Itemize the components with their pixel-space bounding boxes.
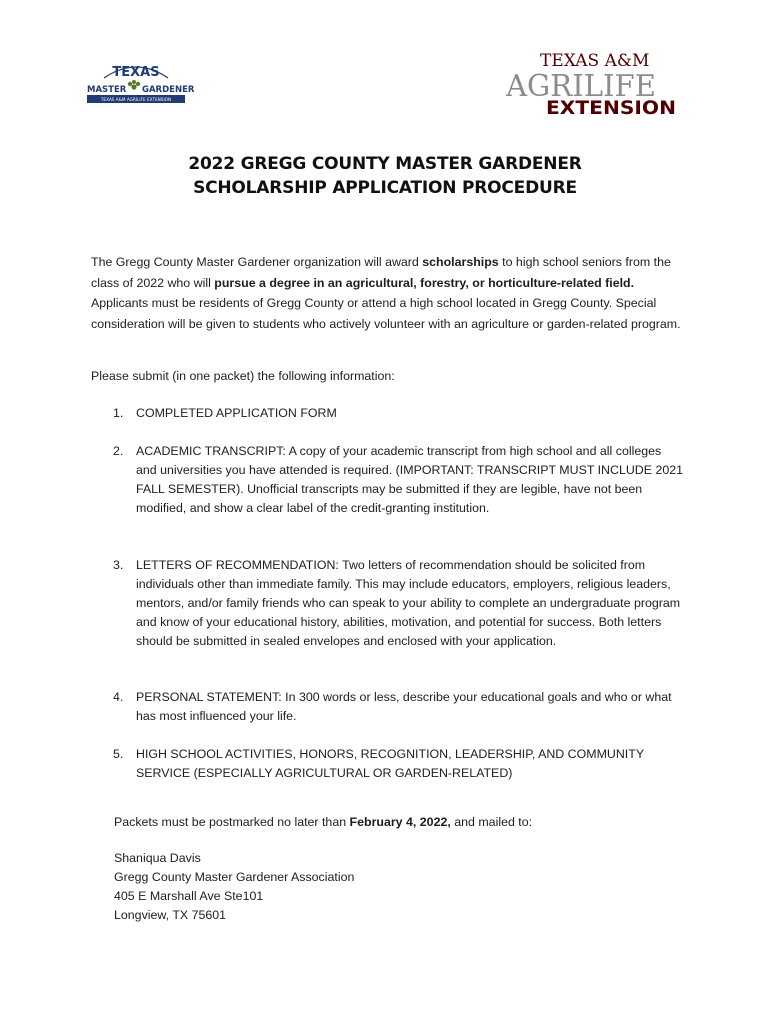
page-title-line1: 2022 GREGG COUNTY MASTER GARDENER [188,154,582,174]
degree-requirement-bold: pursue a degree in an agricultural, forestry, or horticulture-related field. [214,275,635,290]
logo-left-subtitle: TEXAS A&M AGRILIFE EXTENSION [100,97,172,102]
submit-instructions: Please submit (in one packet) the following information: [91,369,395,383]
address-org: Gregg County Master Gardener Association [114,870,355,884]
list-item: 1. COMPLETED APPLICATION FORM [113,406,337,420]
logo-right-extension: EXTENSION [546,97,676,119]
deadline-date: February 4, 2022, [349,815,451,829]
list-item: 5. HIGH SCHOOL ACTIVITIES, HONORS, RECOGNITION, LEADERSHIP, AND COMMUNITY SERVICE (ESPECIALLY AGRICULTURAL OR GARDEN-RELATED) [113,747,644,780]
intro-paragraph: The Gregg County Master Gardener organization will award scholarships to high school seniors from the class of 2022 who will pursue a degree in an agricultural, forestry, or horticulture-related field. Applicants must be residents of Gregg County or attend a high school located in Gregg County. Special consideration will be given to students who actively volunteer with an agriculture or garden-related program. [91,255,681,331]
list-item: 3. LETTERS OF RECOMMENDATION: Two letters of recommendation should be solicited from individuals other than immediate family. This may include educators, employers, religious leaders, mentors, and/or family friends who can speak to your ability to complete an undergraduate program and know of your educational history, abilities, motivation, and potential for success. Both letters should be submitted in sealed envelopes and enclosed with your application. [113,558,681,648]
address-name: Shaniqua Davis [114,851,201,865]
logo-left-master: MASTER [87,85,127,95]
list-item: 4. PERSONAL STATEMENT: In 300 words or less, describe your educational goals and who or what has most influenced your life. [113,690,672,723]
deadline-text: Packets must be postmarked no later than February 4, 2022, and mailed to: [114,815,533,829]
logo-right-texas-am: TEXAS A&M [540,51,650,71]
logo-left-gardener: GARDENER [142,85,195,95]
address-street: 405 E Marshall Ave Ste101 [114,889,264,903]
texas-master-gardener-logo [84,56,195,106]
address-city: Longview, TX 75601 [114,908,227,922]
flower-icon [128,80,140,90]
page-title-line2: SCHOLARSHIP APPLICATION PROCEDURE [193,178,577,198]
logo-left-texas: TEXAS [112,65,160,80]
list-item: 2. ACADEMIC TRANSCRIPT: A copy of your academic transcript from high school and all colleges and universities you have attended is required. (IMPORTANT: TRANSCRIPT MUST INCLUDE 2021 FALL SEMESTER). Unofficial transcripts may be submitted if they are legible, have not been modified, and show a clear label of the credit-granting institution. [113,444,684,515]
logo-right-agrilife: AGRILIFE [505,69,656,104]
agrilife-extension-logo [506,46,678,118]
scholarships-bold: scholarships [422,255,499,269]
